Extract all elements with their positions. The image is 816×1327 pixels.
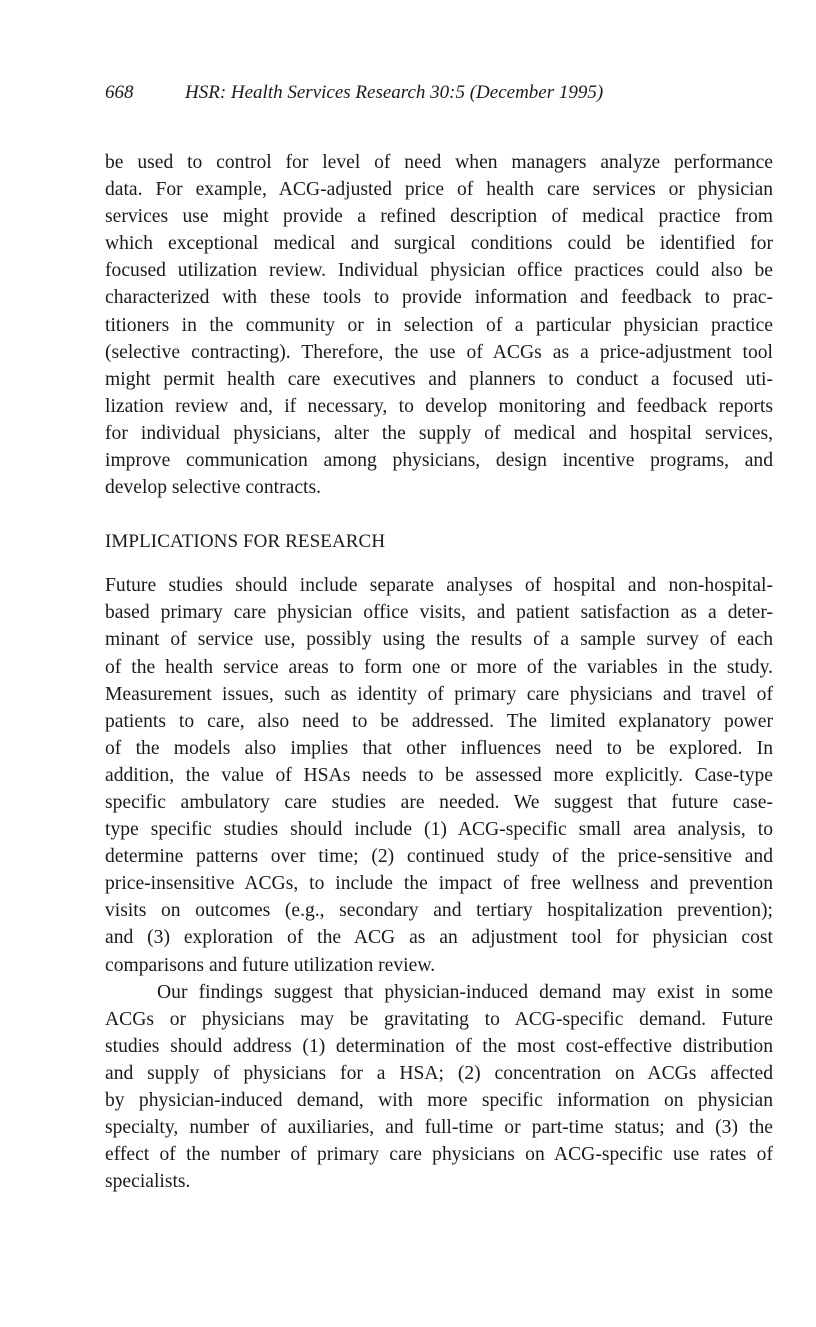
text-line: of the health service areas to form one or more of the variables in the study.	[105, 656, 773, 678]
text-line: by physician-induced demand, with more specific information on physician	[105, 1090, 773, 1111]
text-line: for individual physicians, alter the supply of medical and hospital services,	[105, 422, 773, 444]
text-line: characterized with these tools to provide information and feedback to prac-	[105, 287, 773, 309]
text-line: services use might provide a refined description of medical practice from	[105, 206, 773, 228]
paragraph-continuation	[105, 149, 773, 501]
text-line: data. For example, ACG-adjusted price of health care services or physician	[105, 179, 773, 201]
journal-page	[105, 80, 773, 1195]
text-line: Future studies should include separate analyses of hospital and non-hospital-	[105, 575, 773, 597]
text-line: specialty, number of auxiliaries, and full-time or part-time status; and (3) the	[105, 1117, 773, 1139]
text-line: which exceptional medical and surgical conditions could be identified for	[105, 233, 773, 255]
text-line: and (3) exploration of the ACG as an adjustment tool for physician cost	[105, 927, 773, 949]
text-line: comparisons and future utilization review.	[105, 954, 436, 976]
text-line: Measurement issues, such as identity of primary care physicians and travel of	[105, 683, 773, 705]
text-line: specialists.	[105, 1171, 191, 1193]
text-line: studies should address (1) determination of the most cost-effective distribution	[105, 1035, 773, 1057]
running-head	[105, 80, 773, 106]
text-line: ACGs or physicians may be gravitating to ACG-specific demand. Future	[105, 1008, 773, 1030]
paragraph-research-1	[105, 572, 773, 978]
text-line: Our findings suggest that physician-induced demand may exist in some	[157, 981, 773, 1003]
text-line: effect of the number of primary care physicians on ACG-specific use rates of	[105, 1144, 773, 1166]
text-line: (selective contracting). Therefore, the use of ACGs as a price-adjustment tool	[105, 341, 773, 363]
text-line: and supply of physicians for a HSA; (2) concentration on ACGs affected	[105, 1062, 773, 1084]
text-line: patients to care, also need to be addressed. The limited explanatory power	[105, 710, 773, 732]
text-line: develop selective contracts.	[105, 477, 321, 499]
page-number: 668	[105, 82, 134, 103]
text-line: type specific studies should include (1) ACG-specific small area analysis, to	[105, 819, 773, 841]
text-line: of the models also implies that other influences need to be explored. In	[105, 737, 773, 759]
text-line: minant of service use, possibly using the results of a sample survey of each	[105, 629, 773, 651]
text-line: might permit health care executives and planners to conduct a focused uti-	[105, 368, 773, 390]
text-line: determine patterns over time; (2) continued study of the price-sensitive and	[105, 846, 773, 868]
text-line: lization review and, if necessary, to develop monitoring and feedback reports	[105, 395, 773, 417]
text-line: improve communication among physicians, design incentive programs, and	[105, 450, 773, 472]
text-line: specific ambulatory care studies are needed. We suggest that future case-	[105, 791, 773, 813]
paragraph-research-2	[105, 979, 773, 1196]
text-line: based primary care physician office visits, and patient satisfaction as a deter-	[105, 602, 773, 624]
text-line: visits on outcomes (e.g., secondary and tertiary hospitalization prevention);	[105, 900, 773, 922]
text-line: titioners in the community or in selection of a particular physician practice	[105, 314, 773, 336]
text-line: focused utilization review. Individual physician office practices could also be	[105, 260, 773, 282]
text-line: addition, the value of HSAs needs to be assessed more explicitly. Case-type	[105, 764, 773, 786]
journal-citation: HSR: Health Services Research 30:5 (December 1995)	[185, 82, 604, 103]
text-line: be used to control for level of need when managers analyze performance	[105, 152, 773, 173]
text-line: price-insensitive ACGs, to include the impact of free wellness and prevention	[105, 873, 773, 895]
section-heading: IMPLICATIONS FOR RESEARCH	[105, 531, 386, 553]
